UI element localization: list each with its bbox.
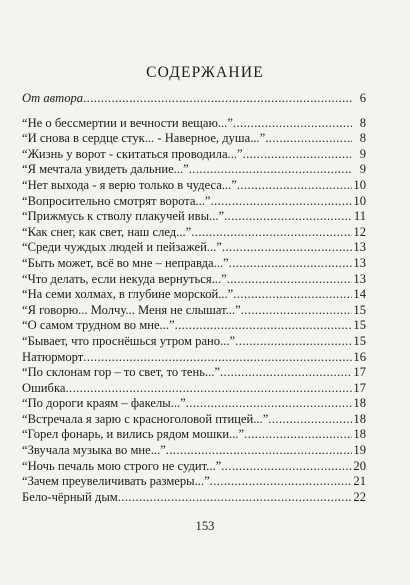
toc-entry-page: 9 [359, 162, 366, 177]
dot-leader [265, 131, 352, 147]
toc-entry-page: 8 [359, 115, 366, 130]
toc-entry-page: 15 [353, 333, 366, 348]
dot-leader [211, 194, 352, 210]
page-title: СОДЕРЖАНИЕ [146, 64, 264, 81]
toc-entry-title: От автора [22, 91, 84, 105]
toc-entry-title: Натюрморт [22, 349, 84, 364]
dot-leader [229, 256, 352, 272]
dot-leader [189, 162, 352, 178]
dot-leader [83, 91, 352, 107]
dot-leader [244, 427, 352, 443]
toc-entry-title: “Как снег, как свет, наш след...” [22, 224, 192, 239]
toc-entry-title: “Что делать, если некуда вернуться...” [22, 271, 227, 286]
toc-entry [22, 318, 366, 334]
toc-entry-title: “По склонам гор – то свет, то тень...” [22, 365, 220, 380]
toc-entry-page: 13 [353, 271, 366, 286]
toc-entry [22, 443, 366, 459]
toc-entry-title: “На семи холмах, в глубине морской...” [22, 287, 234, 302]
toc-entry-page: 17 [353, 380, 366, 395]
toc-entry [22, 396, 366, 412]
toc-entry-page: 10 [353, 193, 366, 208]
toc-entry [22, 303, 366, 319]
toc-entry-page: 19 [353, 443, 366, 458]
toc-entry-page: 8 [359, 131, 366, 146]
toc-entry [22, 91, 366, 107]
toc-entry-page: 16 [353, 349, 366, 364]
toc-entry-title: “Ночь печаль мою строго не судит...” [22, 458, 222, 473]
dot-leader [222, 240, 352, 256]
toc-entry [22, 240, 366, 256]
dot-leader [118, 490, 352, 506]
toc-entry [22, 272, 366, 288]
toc-entry-title: “Жизнь у ворот - скитаться проводила...” [22, 146, 243, 161]
dot-leader [166, 443, 352, 459]
toc-entry-page: 18 [353, 396, 366, 411]
toc-entry [22, 209, 366, 225]
toc-entry [22, 287, 366, 303]
dot-leader [268, 412, 352, 428]
toc-entry-page: 12 [353, 224, 366, 239]
toc-entry-title: Бело-чёрный дым [22, 489, 118, 504]
toc-entry-title: “Нет выхода - я верю только в чудеса...” [22, 177, 237, 192]
toc-entry-page: 11 [353, 209, 366, 224]
toc-entry-title: “Бывает, что проснёшься утром рано...” [22, 333, 236, 348]
toc-entry-page: 20 [353, 458, 366, 473]
toc-entry-title: “Не о бессмертии и вечности вещаю...” [22, 115, 233, 130]
toc-entry-page: 18 [353, 411, 366, 426]
toc-entry-title: “Я говорю... Молчу... Меня не слышат...” [22, 302, 241, 317]
toc-entry-title: “Прижмусь к стволу плакучей ивы...” [22, 209, 225, 224]
toc-entry [22, 334, 366, 350]
dot-leader [241, 303, 352, 319]
table-of-contents [22, 91, 366, 505]
toc-entry-title: “О самом трудном во мне...” [22, 318, 175, 333]
toc-entry [22, 131, 366, 147]
dot-leader [235, 334, 352, 350]
dot-leader [175, 318, 352, 334]
toc-entry-title: “Горел фонарь, и вились рядом мошки...” [22, 427, 245, 442]
toc-entry [22, 474, 366, 490]
toc-entry-page: 22 [353, 489, 366, 504]
toc-entry-page: 15 [353, 318, 366, 333]
toc-entry-page: 14 [353, 287, 366, 302]
toc-entry-title: “Вопросительно смотрят ворота...” [22, 193, 211, 208]
toc-entry [22, 490, 366, 506]
toc-entry [22, 225, 366, 241]
dot-leader [65, 381, 352, 397]
dot-leader [221, 459, 352, 475]
toc-entry-title: “По дороги краям – факелы...” [22, 396, 186, 411]
toc-entry-page: 10 [353, 177, 366, 192]
toc-entry [22, 350, 366, 366]
toc-entry-page: 9 [359, 146, 366, 161]
toc-entry-title: “Быть может, всё во мне – неправда...” [22, 255, 229, 270]
toc-entry-page: 18 [353, 427, 366, 442]
toc-entry-page: 6 [359, 91, 366, 105]
toc-entry-page: 13 [353, 255, 366, 270]
toc-entry [22, 194, 366, 210]
toc-entry [22, 365, 366, 381]
toc-entry [22, 381, 366, 397]
toc-entry [22, 412, 366, 428]
dot-leader [83, 350, 352, 366]
toc-entry [22, 116, 366, 132]
dot-leader [224, 209, 352, 225]
page-number: 153 [195, 519, 215, 533]
dot-leader [186, 396, 352, 412]
toc-entry-title: “Встречала я зарю с красноголовой птицей...” [22, 411, 269, 426]
toc-entry-title: “Я мечтала увидеть дальние...” [22, 162, 189, 177]
dot-leader [227, 272, 352, 288]
toc-entry [22, 427, 366, 443]
toc-entry [22, 178, 366, 194]
toc-entry [22, 459, 366, 475]
dot-leader [243, 147, 352, 163]
dot-leader [233, 287, 352, 303]
dot-leader [191, 225, 352, 241]
dot-leader [237, 178, 352, 194]
toc-entry-page: 13 [353, 240, 366, 255]
dot-leader [233, 116, 352, 132]
toc-entry [22, 147, 366, 163]
dot-leader [210, 474, 352, 490]
toc-entry-title: “Среди чуждых людей и пейзажей...” [22, 240, 222, 255]
toc-entry-title: “И снова в сердце стук... - Наверное, душа...” [22, 131, 266, 146]
toc-entry [22, 162, 366, 178]
toc-entry-page: 15 [353, 302, 366, 317]
toc-entry-title: Ошибка [22, 380, 66, 395]
dot-leader [220, 365, 352, 381]
toc-entry-page: 21 [353, 474, 366, 489]
toc-entry-title: “Звучала музыка во мне...” [22, 443, 166, 458]
toc-entry-title: “Зачем преувеличивать размеры...” [22, 474, 210, 489]
toc-entry [22, 256, 366, 272]
toc-entry-page: 17 [353, 365, 366, 380]
